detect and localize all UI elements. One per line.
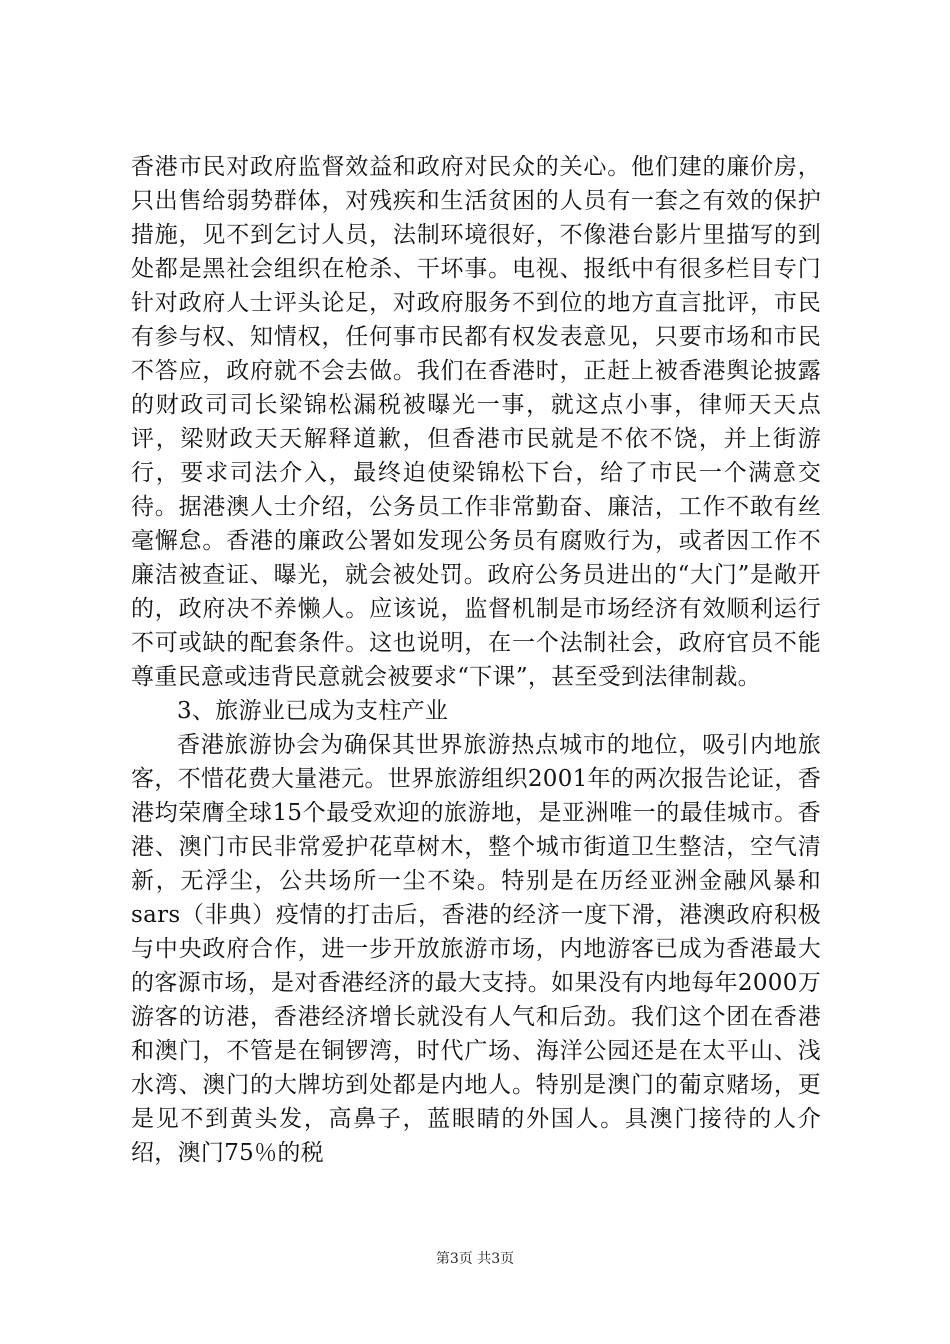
document-body bbox=[131, 150, 821, 1170]
paragraph-hk-supervision: 香港市民对政府监督效益和政府对民众的关心。他们建的廉价房，只出售给弱势群体，对残疾和生活贫困的人员有一套之有效的保护措施，见不到乞讨人员，法制环境很好，不像港台影片里描写的到处都是黑社会组织在枪杀、干坏事。电视、报纸中有很多栏目专门针对政府人士评头论足，对政府服务不到位的地方直言批评，市民有参与权、知情权，任何事市民都有权发表意见，只要市场和市民不答应，政府就不会去做。我们在香港时，正赶上被香港舆论披露的财政司司长梁锦松漏税被曝光一事，就这点小事，律师天天点评，梁财政天天解释道歉，但香港市民就是不依不饶，并上街游行，要求司法介入，最终迫使梁锦松下台，给了市民一个满意交待。据港澳人士介绍，公务员工作非常勤奋、廉洁，工作不敢有丝毫懈怠。香港的廉政公署如发现公务员有腐败行为，或者因工作不廉洁被查证、曝光，就会被处罚。政府公务员进出的“大门”是敞开的，政府决不养懒人。应该说，监督机制是市场经济有效顺利运行不可或缺的配套条件。这也说明，在一个法制社会，政府官员不能尊重民意或违背民意就会被要求“下课”，甚至受到法律制裁。 bbox=[131, 154, 821, 690]
paragraph-tourism: 香港旅游协会为确保其世界旅游热点城市的地位，吸引内地旅客，不惜花费大量港元。世界旅游组织2001年的两次报告论证，香港均荣膺全球15个最受欢迎的旅游地，是亚洲唯一的最佳城市。香港、澳门市民非常爱护花草树木，整个城市街道卫生整洁，空气清新，无浮尘，公共场所一尘不染。特别是在历经亚洲金融风暴和sars（非典）疫情的打击后，香港的经济一度下滑，港澳政府积极与中央政府合作，进一步开放旅游市场，内地游客已成为香港最大的客源市场，是对香港经济的最大支持。如果没有内地每年2000万游客的访港，香港经济增长就没有人气和后劲。我们这个团在香港和澳门，不管是在铜锣湾，时代广场、海洋公园还是在太平山、浅水湾、澳门的大牌坊到处都是内地人。特别是澳门的葡京赌场，更是见不到黄头发，高鼻子，蓝眼睛的外国人。具澳门接待的人介绍，澳门75％的税 bbox=[131, 732, 821, 1166]
section-heading-tourism: 3、旅游业已成为支柱产业 bbox=[177, 698, 449, 724]
page-footer: 第3页 共3页 bbox=[435, 1251, 515, 1267]
